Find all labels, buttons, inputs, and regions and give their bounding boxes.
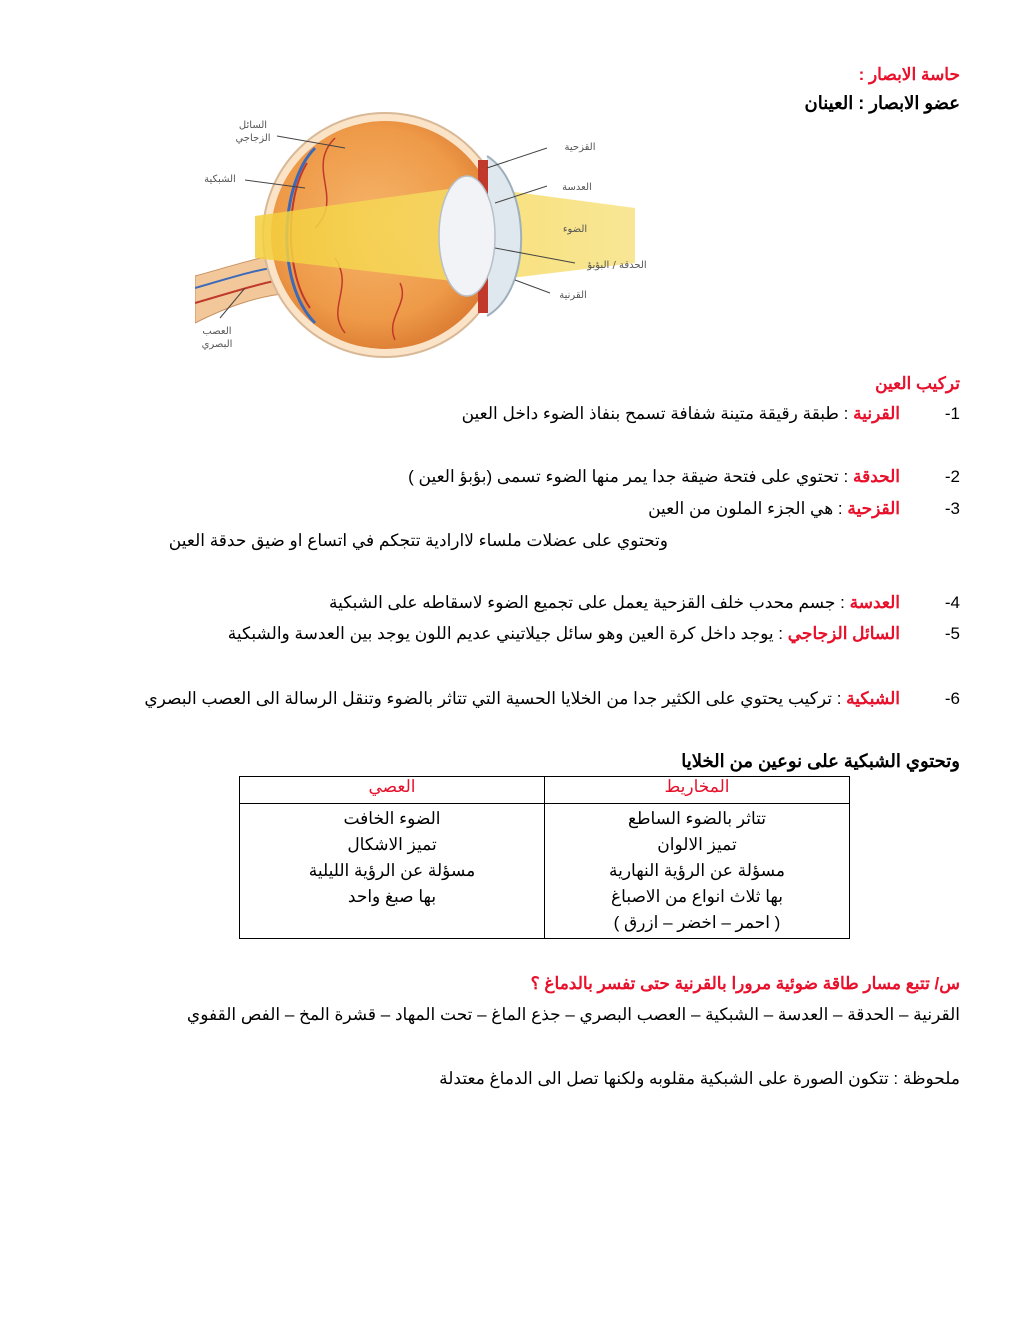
question-answer: القرنية – الحدقة – العدسة – الشبكية – العصب البصري – جذع الماغ – تحت المهاد – قشرة المخ – الفص القفوي — [186, 1005, 960, 1024]
rods-item: تميز الاشكال — [347, 835, 437, 854]
rods-item: مسؤلة عن الرؤية الليلية — [308, 861, 476, 880]
item-number: -4 — [944, 593, 960, 612]
table-header-row — [240, 777, 850, 804]
column-header-cones: المخاريط — [545, 777, 850, 804]
label-pupil: الحدقة / البؤبؤ — [587, 260, 647, 271]
item-term: الحدقة — [852, 467, 900, 486]
organ-heading: عضو الابصار : العينان — [804, 93, 960, 113]
page-title: حاسة الابصار : — [858, 65, 960, 84]
item-text: : تحتوي على فتحة ضيقة جدا يمر منها الضوء تسمى (بؤبؤ العين ) — [408, 467, 853, 486]
item-number: -1 — [944, 404, 960, 423]
cells-table — [239, 776, 850, 939]
label-light: الضوء — [562, 224, 588, 235]
label-retina: الشبكية — [204, 174, 236, 185]
item-term: القزحية — [847, 499, 900, 518]
column-header-rods: العصي — [240, 777, 545, 804]
lens-shape — [439, 176, 495, 296]
item-text: : جسم محدب خلف القزحية يعمل على تجميع الضوء لاسقاطه على الشبكية — [329, 593, 850, 612]
question-text: س/ تتبع مسار طاقة ضوئية مرورا بالقرنية حتى تفسر بالدماغ ؟ — [530, 974, 960, 993]
rods-cell — [240, 804, 545, 939]
item-text: : تركيب يحتوي على الكثير جدا من الخلايا الحسية التي تتاثر بالضوء وتنقل الرسالة الى العصب البصري — [144, 689, 847, 708]
item-number: -2 — [944, 467, 960, 486]
cones-item: بها ثلاث انواع من الاصباغ — [611, 887, 783, 906]
item-text: : يوجد داخل كرة العين وهو سائل جيلاتيني عديم اللون يوجد بين العدسة والشبكية — [227, 624, 788, 643]
item-number: -6 — [944, 689, 960, 708]
item-term: الشبكية — [846, 689, 900, 708]
item-term: القرنية — [853, 404, 900, 423]
cones-item: تميز الالوان — [657, 835, 737, 854]
list-item — [462, 403, 900, 425]
cones-cell — [545, 804, 850, 939]
list-item — [648, 498, 900, 520]
label-optic-nerve-2: البصري — [201, 339, 233, 350]
eye-diagram — [195, 108, 665, 363]
note-text: ملحوظة : تتكون الصورة على الشبكية مقلوبه ولكنها تصل الى الدماغ معتدلة — [439, 1069, 960, 1088]
cones-item: ( احمر – اخضر – ازرق ) — [613, 913, 781, 932]
label-vitreous-1: السائل — [238, 120, 268, 131]
cones-item: تتاثر بالضوء الساطع — [627, 809, 767, 828]
item-extra-text: وتحتوي على عضلات ملساء لاارادية تتجكم في اتساع او ضيق حدقة العين — [168, 531, 668, 550]
item-number: -3 — [944, 499, 960, 518]
cones-item: مسؤلة عن الرؤية النهارية — [608, 861, 786, 880]
list-item — [329, 592, 900, 614]
item-term: السائل الزجاجي — [787, 624, 900, 643]
label-lens: العدسة — [562, 182, 592, 193]
rods-item: بها صبغ واحد — [347, 887, 437, 906]
label-vitreous-2: الزجاجي — [235, 133, 271, 144]
rods-item: الضوء الخافت — [343, 809, 441, 828]
cells-heading: وتحتوي الشبكية على نوعين من الخلايا — [681, 751, 960, 771]
list-item — [144, 688, 900, 710]
item-text: : طبقة رقيقة متينة شفافة تسمح بنفاذ الضوء داخل العين — [461, 404, 854, 423]
item-text: : هي الجزء الملون من العين — [648, 499, 848, 518]
structure-heading: تركيب العين — [875, 374, 960, 393]
label-cornea: القرنية — [559, 290, 587, 301]
label-optic-nerve-1: العصب — [202, 326, 232, 337]
item-number: -5 — [944, 624, 960, 643]
item-term: العدسة — [849, 593, 900, 612]
label-iris: القزحية — [564, 142, 596, 153]
table-row — [240, 804, 850, 939]
list-item — [408, 466, 900, 488]
list-item — [228, 623, 900, 645]
